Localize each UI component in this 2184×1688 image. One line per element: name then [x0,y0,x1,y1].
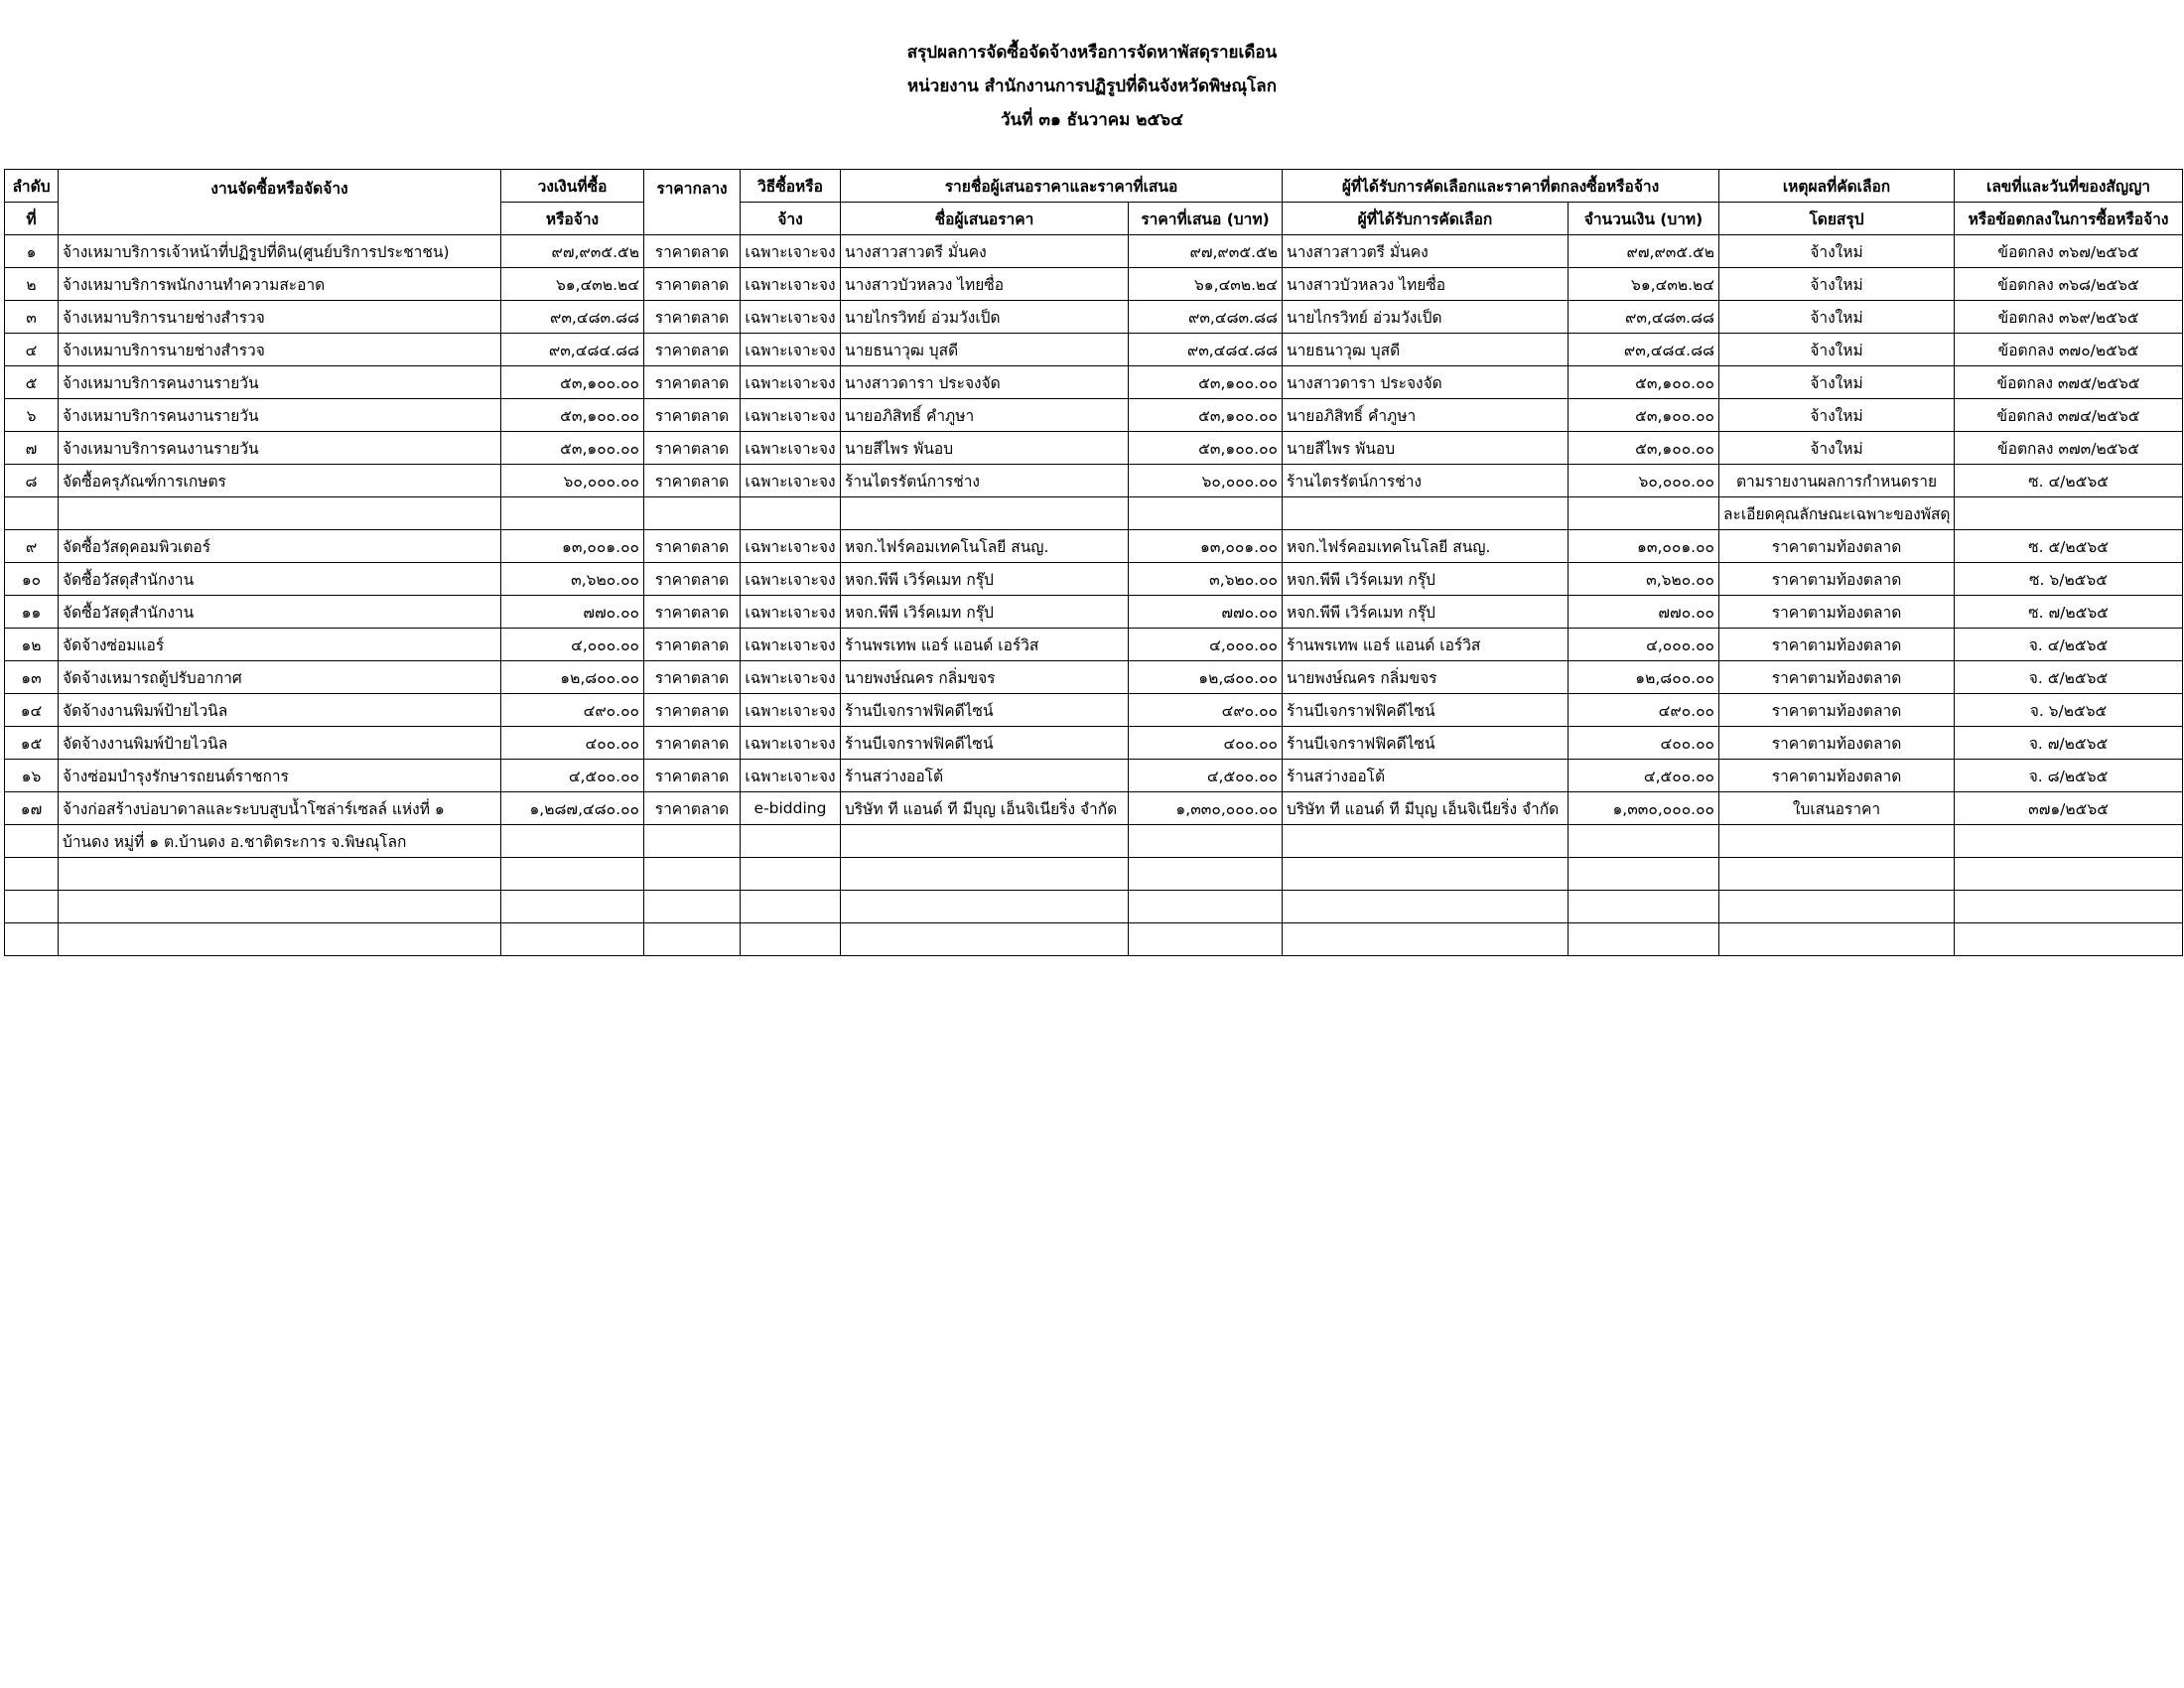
cell-winner [1283,858,1569,891]
cell-no [5,858,59,891]
col-work-head: งานจัดซื้อหรือจัดจ้าง [59,170,501,235]
cell-no: ๑๓ [5,661,59,694]
cell-bidder [841,497,1129,530]
cell-reason: ราคาตามท้องตลาด [1719,563,1955,596]
cell-method: เฉพาะเจาะจง [741,366,841,399]
cell-reason: ราคาตามท้องตลาด [1719,694,1955,727]
cell-work: จ้างเหมาบริการนายช่างสำรวจ [59,301,501,334]
cell-winner [1283,825,1569,858]
cell-amount [1569,497,1719,530]
cell-amount: ๖๐,๐๐๐.๐๐ [1569,465,1719,497]
cell-median: ราคาตลาด [644,399,741,432]
cell-budget: ๙๓,๔๘๔.๘๘ [501,334,644,366]
col-contract-head: เลขที่และวันที่ของสัญญา [1955,170,2183,203]
table-row [5,301,2183,334]
cell-work: จ้างเหมาบริการเจ้าหน้าที่ปฏิรูปที่ดิน(ศูนย์บริการประชาชน) [59,235,501,268]
col-amount-head: จำนวนเงิน (บาท) [1569,203,1719,235]
cell-winner: นางสาวสาวตรี มั่นคง [1283,235,1569,268]
table-row [5,432,2183,465]
cell-contract [1955,923,2183,956]
cell-no: ๗ [5,432,59,465]
cell-median [644,891,741,923]
cell-method: เฉพาะเจาะจง [741,661,841,694]
cell-reason [1719,825,1955,858]
cell-no: ๑๑ [5,596,59,629]
cell-amount: ๕๓,๑๐๐.๐๐ [1569,366,1719,399]
cell-offer: ๑๒,๘๐๐.๐๐ [1129,661,1283,694]
cell-bidder: ร้านสว่างออโต้ [841,760,1129,792]
cell-contract: ซ. ๖/๒๕๖๕ [1955,563,2183,596]
cell-method [741,825,841,858]
col-method-head: วิธีซื้อหรือ [741,170,841,203]
table-head [5,170,2183,235]
table-row [5,891,2183,923]
cell-no: ๘ [5,465,59,497]
cell-work: จ้างเหมาบริการคนงานรายวัน [59,432,501,465]
cell-budget: ๙๗,๙๓๕.๕๒ [501,235,644,268]
cell-amount: ๕๓,๑๐๐.๐๐ [1569,432,1719,465]
cell-budget [501,825,644,858]
table-row [5,399,2183,432]
cell-median: ราคาตลาด [644,760,741,792]
cell-winner: ร้านสว่างออโต้ [1283,760,1569,792]
table-row [5,497,2183,530]
cell-reason: จ้างใหม่ [1719,301,1955,334]
cell-budget: ๑,๒๘๗,๔๘๐.๐๐ [501,792,644,825]
cell-work: จัดซื้อวัสดุสำนักงาน [59,563,501,596]
cell-winner [1283,891,1569,923]
cell-winner: นายอภิสิทธิ์ คำภูษา [1283,399,1569,432]
cell-winner: หจก.พีพี เวิร์คเมท กรุ๊ป [1283,596,1569,629]
cell-median: ราคาตลาด [644,661,741,694]
col-offer-head: ราคาที่เสนอ (บาท) [1129,203,1283,235]
table-row [5,629,2183,661]
cell-no: ๑๔ [5,694,59,727]
cell-no [5,825,59,858]
cell-winner: นางสาวดารา ประจงจัด [1283,366,1569,399]
cell-winner: ร้านบีเจกราฟฟิคดีไซน์ [1283,694,1569,727]
cell-budget [501,923,644,956]
cell-amount: ๑,๓๓๐,๐๐๐.๐๐ [1569,792,1719,825]
cell-work: จัดจ้างซ่อมแอร์ [59,629,501,661]
cell-winner: บริษัท ที แอนด์ ที มีบุญ เอ็นจิเนียริ่ง จำกัด [1283,792,1569,825]
cell-reason: ตามรายงานผลการกำหนดราย [1719,465,1955,497]
col-no-head: ลำดับ [5,170,59,203]
cell-budget: ๑๓,๐๐๑.๐๐ [501,530,644,563]
table-row [5,661,2183,694]
cell-offer: ๑๓,๐๐๑.๐๐ [1129,530,1283,563]
cell-median [644,858,741,891]
cell-median: ราคาตลาด [644,366,741,399]
cell-no: ๒ [5,268,59,301]
cell-no: ๑๕ [5,727,59,760]
cell-no: ๑๗ [5,792,59,825]
cell-method: เฉพาะเจาะจง [741,563,841,596]
cell-work: จัดจ้างงานพิมพ์ป้ายไวนิล [59,727,501,760]
header-row-1 [5,170,2183,203]
cell-no [5,891,59,923]
cell-offer [1129,858,1283,891]
cell-median: ราคาตลาด [644,465,741,497]
cell-contract: จ. ๖/๒๕๖๕ [1955,694,2183,727]
bidders-group-head: รายชื่อผู้เสนอราคาและราคาที่เสนอ [841,170,1283,203]
table-row [5,530,2183,563]
col-method-head-2: จ้าง [741,203,841,235]
cell-median: ราคาตลาด [644,563,741,596]
cell-work: จัดซื้อวัสดุสำนักงาน [59,596,501,629]
cell-amount: ๔,๕๐๐.๐๐ [1569,760,1719,792]
cell-amount: ๔,๐๐๐.๐๐ [1569,629,1719,661]
cell-reason: จ้างใหม่ [1719,268,1955,301]
cell-budget [501,891,644,923]
table-row [5,235,2183,268]
cell-bidder: ร้านบีเจกราฟฟิคดีไซน์ [841,727,1129,760]
cell-budget: ๕๓,๑๐๐.๐๐ [501,432,644,465]
cell-reason: จ้างใหม่ [1719,399,1955,432]
cell-offer: ๕๓,๑๐๐.๐๐ [1129,366,1283,399]
cell-offer [1129,923,1283,956]
cell-reason: จ้างใหม่ [1719,432,1955,465]
cell-contract: ๓๗๑/๒๕๖๕ [1955,792,2183,825]
cell-reason: ราคาตามท้องตลาด [1719,530,1955,563]
cell-median: ราคาตลาด [644,235,741,268]
cell-bidder: ร้านพรเทพ แอร์ แอนด์ เอร์วิส [841,629,1129,661]
cell-contract: ข้อตกลง ๓๖๘/๒๕๖๕ [1955,268,2183,301]
col-no-head-2: ที่ [5,203,59,235]
cell-offer: ๔๙๐.๐๐ [1129,694,1283,727]
cell-method: เฉพาะเจาะจง [741,268,841,301]
cell-no: ๑ [5,235,59,268]
cell-bidder: นางสาวบัวหลวง ไทยซื่อ [841,268,1129,301]
cell-work [59,858,501,891]
cell-contract: ข้อตกลง ๓๖๙/๒๕๖๕ [1955,301,2183,334]
cell-amount: ๔๙๐.๐๐ [1569,694,1719,727]
col-winner-head: ผู้ที่ได้รับการคัดเลือก [1283,203,1569,235]
cell-method: เฉพาะเจาะจง [741,629,841,661]
cell-winner: นางสาวบัวหลวง ไทยซื่อ [1283,268,1569,301]
cell-offer [1129,891,1283,923]
cell-contract: ซ. ๗/๒๕๖๕ [1955,596,2183,629]
cell-median [644,825,741,858]
cell-work: จัดซื้อวัสดุคอมพิวเตอร์ [59,530,501,563]
date-line: วันที่ ๓๑ ธันวาคม ๒๕๖๔ [1001,110,1183,130]
cell-offer: ๙๗,๙๓๕.๕๒ [1129,235,1283,268]
cell-reason: ราคาตามท้องตลาด [1719,596,1955,629]
cell-budget [501,858,644,891]
cell-winner [1283,923,1569,956]
cell-winner: หจก.ไฟร์คอมเทคโนโลยี สนญ. [1283,530,1569,563]
cell-bidder [841,891,1129,923]
cell-method: เฉพาะเจาะจง [741,530,841,563]
cell-bidder: นายธนาวุฒ บุสดี [841,334,1129,366]
cell-no: ๑๖ [5,760,59,792]
table-row [5,727,2183,760]
cell-work: จัดจ้างงานพิมพ์ป้ายไวนิล [59,694,501,727]
cell-work: จ้างเหมาบริการคนงานรายวัน [59,399,501,432]
cell-contract: จ. ๕/๒๕๖๕ [1955,661,2183,694]
report-title: สรุปผลการจัดซื้อจัดจ้างหรือการจัดหาพัสดุรายเดือน [906,43,1278,63]
cell-no: ๕ [5,366,59,399]
cell-median: ราคาตลาด [644,629,741,661]
cell-contract: จ. ๘/๒๕๖๕ [1955,760,2183,792]
cell-method [741,923,841,956]
cell-work: จ้างเหมาบริการคนงานรายวัน [59,366,501,399]
cell-offer: ๖๐,๐๐๐.๐๐ [1129,465,1283,497]
cell-work: จัดจ้างเหมารถตู้ปรับอากาศ [59,661,501,694]
cell-offer: ๓,๖๒๐.๐๐ [1129,563,1283,596]
col-median-head: ราคากลาง [644,170,741,235]
cell-work: จ้างซ่อมบำรุงรักษารถยนต์ราชการ [59,760,501,792]
table-row [5,825,2183,858]
cell-budget: ๖๑,๔๓๒.๒๔ [501,268,644,301]
cell-winner: ร้านพรเทพ แอร์ แอนด์ เอร์วิส [1283,629,1569,661]
cell-offer: ๑,๓๓๐,๐๐๐.๐๐ [1129,792,1283,825]
table-row [5,596,2183,629]
cell-work [59,923,501,956]
cell-amount: ๑๒,๘๐๐.๐๐ [1569,661,1719,694]
cell-bidder: นายสีไพร พันอบ [841,432,1129,465]
cell-offer: ๔๐๐.๐๐ [1129,727,1283,760]
cell-budget: ๓,๖๒๐.๐๐ [501,563,644,596]
cell-offer: ๗๗๐.๐๐ [1129,596,1283,629]
cell-contract: ซ. ๔/๒๕๖๕ [1955,465,2183,497]
table-row [5,760,2183,792]
cell-offer: ๙๓,๔๘๓.๘๘ [1129,301,1283,334]
cell-contract: ข้อตกลง ๓๗๕/๒๕๖๕ [1955,366,2183,399]
cell-method: เฉพาะเจาะจง [741,727,841,760]
cell-offer: ๕๓,๑๐๐.๐๐ [1129,399,1283,432]
cell-reason: จ้างใหม่ [1719,334,1955,366]
cell-reason: ราคาตามท้องตลาด [1719,629,1955,661]
cell-bidder: นางสาวสาวตรี มั่นคง [841,235,1129,268]
table-row [5,858,2183,891]
cell-budget: ๖๐,๐๐๐.๐๐ [501,465,644,497]
col-budget-head: วงเงินที่ซื้อ [501,170,644,203]
cell-offer [1129,497,1283,530]
cell-amount: ๓,๖๒๐.๐๐ [1569,563,1719,596]
cell-reason: ราคาตามท้องตลาด [1719,661,1955,694]
col-reason-head: เหตุผลที่คัดเลือก [1719,170,1955,203]
table-row [5,366,2183,399]
cell-winner: นายพงษ์ณคร กลิ่มขจร [1283,661,1569,694]
cell-contract: ข้อตกลง ๓๗๐/๒๕๖๕ [1955,334,2183,366]
table-row [5,923,2183,956]
cell-contract [1955,891,2183,923]
cell-bidder [841,923,1129,956]
cell-bidder: หจก.พีพี เวิร์คเมท กรุ๊ป [841,563,1129,596]
cell-median [644,497,741,530]
table-body [5,235,2183,956]
cell-amount [1569,891,1719,923]
table-row [5,792,2183,825]
cell-bidder: ร้านไตรรัตน์การช่าง [841,465,1129,497]
cell-contract [1955,858,2183,891]
cell-bidder: นางสาวดารา ประจงจัด [841,366,1129,399]
cell-offer [1129,825,1283,858]
cell-method [741,858,841,891]
cell-median: ราคาตลาด [644,792,741,825]
cell-contract [1955,497,2183,530]
cell-median: ราคาตลาด [644,268,741,301]
col-bidder-head: ชื่อผู้เสนอราคา [841,203,1129,235]
cell-method: e-bidding [741,792,841,825]
table-row [5,268,2183,301]
cell-winner: ร้านบีเจกราฟฟิคดีไซน์ [1283,727,1569,760]
report-header [0,36,2184,137]
cell-no: ๑๒ [5,629,59,661]
procurement-table [4,169,2183,956]
cell-offer: ๖๑,๔๓๒.๒๔ [1129,268,1283,301]
cell-amount: ๖๑,๔๓๒.๒๔ [1569,268,1719,301]
cell-bidder: บริษัท ที แอนด์ ที มีบุญ เอ็นจิเนียริ่ง จำกัด [841,792,1129,825]
cell-budget: ๔,๐๐๐.๐๐ [501,629,644,661]
cell-contract: จ. ๔/๒๕๖๕ [1955,629,2183,661]
cell-bidder [841,858,1129,891]
cell-median: ราคาตลาด [644,530,741,563]
cell-budget: ๔๐๐.๐๐ [501,727,644,760]
cell-budget: ๑๒,๘๐๐.๐๐ [501,661,644,694]
cell-work: บ้านดง หมู่ที่ ๑ ต.บ้านดง อ.ชาติตระการ จ.พิษณุโลก [59,825,501,858]
cell-method: เฉพาะเจาะจง [741,596,841,629]
cell-offer: ๙๓,๔๘๔.๘๘ [1129,334,1283,366]
cell-method: เฉพาะเจาะจง [741,235,841,268]
cell-budget: ๔๙๐.๐๐ [501,694,644,727]
cell-median: ราคาตลาด [644,694,741,727]
cell-median: ราคาตลาด [644,727,741,760]
cell-contract: ข้อตกลง ๓๗๔/๒๕๖๕ [1955,399,2183,432]
col-budget-head-2: หรือจ้าง [501,203,644,235]
cell-winner: นายธนาวุฒ บุสดี [1283,334,1569,366]
cell-offer: ๔,๐๐๐.๐๐ [1129,629,1283,661]
cell-work [59,497,501,530]
cell-median: ราคาตลาด [644,596,741,629]
cell-contract: ซ. ๕/๒๕๖๕ [1955,530,2183,563]
cell-budget: ๗๗๐.๐๐ [501,596,644,629]
cell-amount: ๔๐๐.๐๐ [1569,727,1719,760]
col-contract-head-2: หรือข้อตกลงในการซื้อหรือจ้าง [1955,203,2183,235]
cell-winner: นายไกรวิทย์ อ่วมวังเป็ด [1283,301,1569,334]
cell-amount: ๙๗,๙๓๕.๕๒ [1569,235,1719,268]
cell-amount [1569,825,1719,858]
cell-method: เฉพาะเจาะจง [741,399,841,432]
cell-method: เฉพาะเจาะจง [741,301,841,334]
cell-amount [1569,923,1719,956]
cell-budget: ๕๓,๑๐๐.๐๐ [501,399,644,432]
cell-reason: ใบเสนอราคา [1719,792,1955,825]
cell-bidder: นายไกรวิทย์ อ่วมวังเป็ด [841,301,1129,334]
cell-median: ราคาตลาด [644,334,741,366]
cell-work: จ้างก่อสร้างบ่อบาดาลและระบบสูบน้ำโซล่าร์เซลล์ แห่งที่ ๑ [59,792,501,825]
cell-no: ๑๐ [5,563,59,596]
cell-winner [1283,497,1569,530]
cell-no [5,497,59,530]
cell-no: ๙ [5,530,59,563]
cell-median: ราคาตลาด [644,301,741,334]
cell-no: ๖ [5,399,59,432]
cell-median [644,923,741,956]
cell-bidder: หจก.ไฟร์คอมเทคโนโลยี สนญ. [841,530,1129,563]
cell-no [5,923,59,956]
cell-winner: นายสีไพร พันอบ [1283,432,1569,465]
cell-no: ๓ [5,301,59,334]
table-row [5,563,2183,596]
cell-reason [1719,923,1955,956]
cell-contract: ข้อตกลง ๓๗๓/๒๕๖๕ [1955,432,2183,465]
cell-amount: ๙๓,๔๘๔.๘๘ [1569,334,1719,366]
cell-offer: ๕๓,๑๐๐.๐๐ [1129,432,1283,465]
cell-no: ๔ [5,334,59,366]
cell-contract [1955,825,2183,858]
cell-work [59,891,501,923]
cell-budget: ๙๓,๔๘๓.๘๘ [501,301,644,334]
cell-method: เฉพาะเจาะจง [741,760,841,792]
cell-method: เฉพาะเจาะจง [741,334,841,366]
cell-median: ราคาตลาด [644,432,741,465]
cell-budget: ๕๓,๑๐๐.๐๐ [501,366,644,399]
cell-amount: ๗๗๐.๐๐ [1569,596,1719,629]
cell-offer: ๔,๕๐๐.๐๐ [1129,760,1283,792]
cell-reason: ละเอียดคุณลักษณะเฉพาะของพัสดุ [1719,497,1955,530]
table-row [5,465,2183,497]
table-row [5,334,2183,366]
cell-bidder: หจก.พีพี เวิร์คเมท กรุ๊ป [841,596,1129,629]
cell-reason: ราคาตามท้องตลาด [1719,727,1955,760]
cell-reason [1719,891,1955,923]
cell-bidder: ร้านบีเจกราฟฟิคดีไซน์ [841,694,1129,727]
cell-contract: ข้อตกลง ๓๖๗/๒๕๖๕ [1955,235,2183,268]
cell-winner: ร้านไตรรัตน์การช่าง [1283,465,1569,497]
cell-bidder: นายพงษ์ณคร กลิ่มขจร [841,661,1129,694]
cell-contract: จ. ๗/๒๕๖๕ [1955,727,2183,760]
cell-method [741,497,841,530]
cell-work: จัดซื้อครุภัณฑ์การเกษตร [59,465,501,497]
cell-reason [1719,858,1955,891]
cell-amount [1569,858,1719,891]
cell-method: เฉพาะเจาะจง [741,432,841,465]
cell-method: เฉพาะเจาะจง [741,465,841,497]
cell-amount: ๑๓,๐๐๑.๐๐ [1569,530,1719,563]
cell-reason: จ้างใหม่ [1719,235,1955,268]
cell-amount: ๕๓,๑๐๐.๐๐ [1569,399,1719,432]
table-row [5,694,2183,727]
cell-reason: ราคาตามท้องตลาด [1719,760,1955,792]
cell-reason: จ้างใหม่ [1719,366,1955,399]
cell-bidder: นายอภิสิทธิ์ คำภูษา [841,399,1129,432]
cell-method [741,891,841,923]
cell-budget [501,497,644,530]
cell-winner: หจก.พีพี เวิร์คเมท กรุ๊ป [1283,563,1569,596]
cell-work: จ้างเหมาบริการนายช่างสำรวจ [59,334,501,366]
agency-line: หน่วยงาน สำนักงานการปฏิรูปที่ดินจังหวัดพิษณุโลก [906,76,1278,96]
cell-bidder [841,825,1129,858]
cell-method: เฉพาะเจาะจง [741,694,841,727]
col-reason-head-2: โดยสรุป [1719,203,1955,235]
cell-budget: ๔,๕๐๐.๐๐ [501,760,644,792]
cell-work: จ้างเหมาบริการพนักงานทำความสะอาด [59,268,501,301]
cell-amount: ๙๓,๔๘๓.๘๘ [1569,301,1719,334]
winner-group-head: ผู้ที่ได้รับการคัดเลือกและราคาที่ตกลงซื้อหรือจ้าง [1283,170,1719,203]
